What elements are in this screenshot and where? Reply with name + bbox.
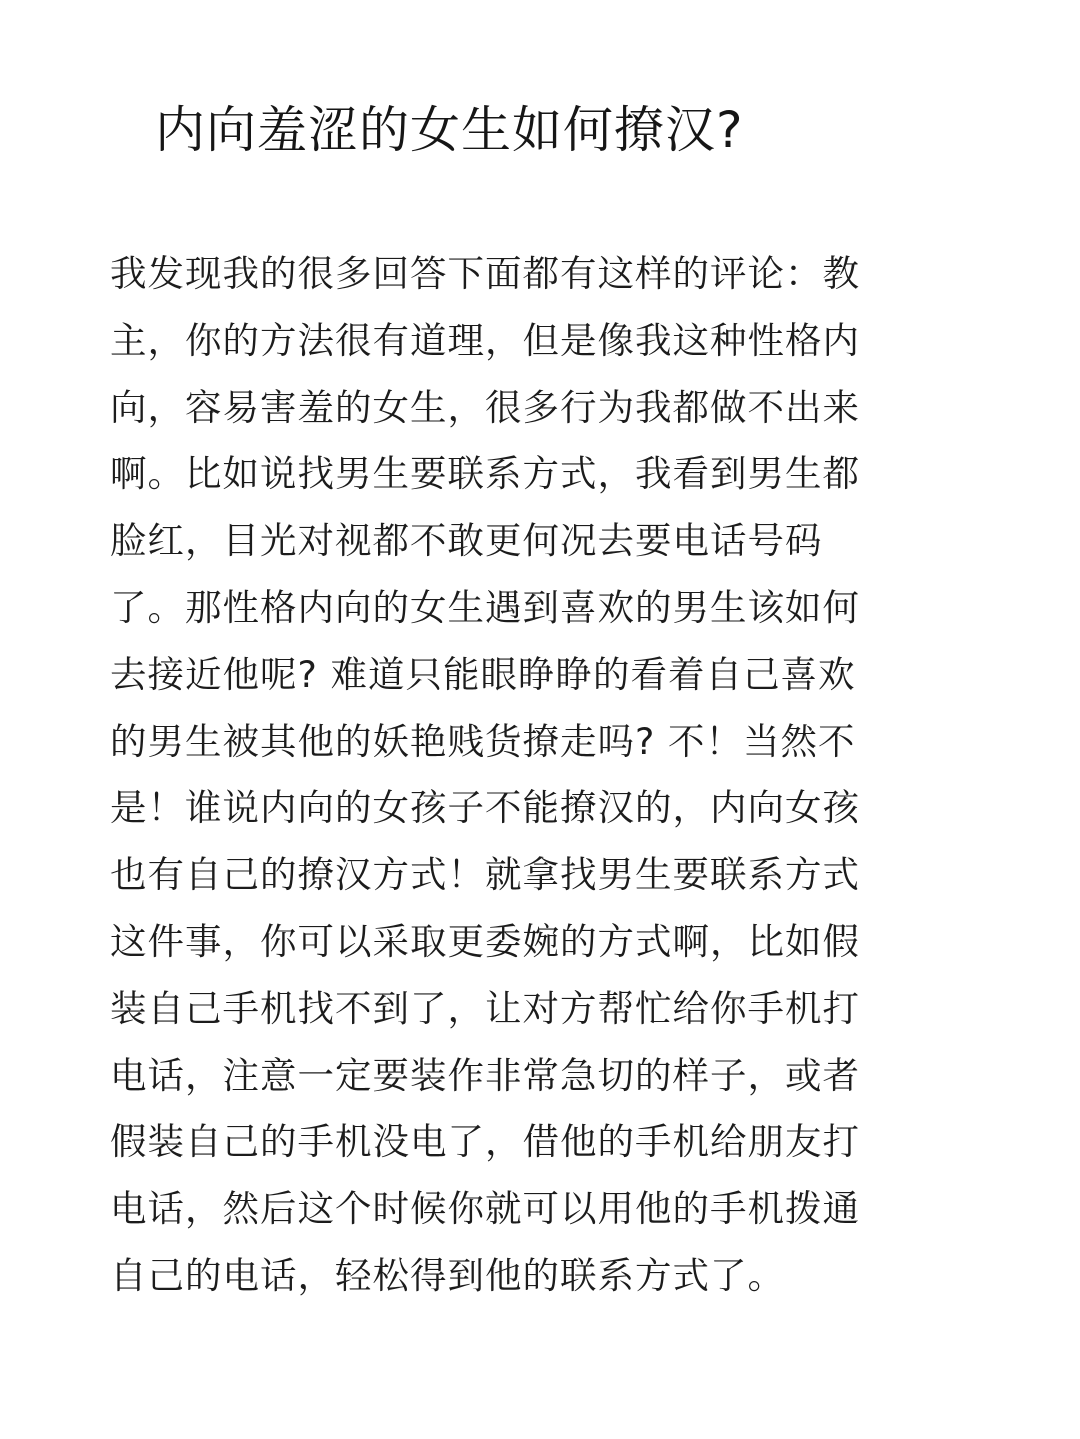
body-line: 主，你的方法很有道理，但是像我这种性格内 [110, 318, 860, 362]
body-line: 电话，然后这个时候你就可以用他的手机拨通 [110, 1187, 860, 1231]
body-line: 也有自己的撩汉方式！就拿找男生要联系方式 [110, 853, 860, 897]
body-line: 脸红，目光对视都不敢更何况去要电话号码 [110, 519, 823, 563]
body-line: 装自己手机找不到了，让对方帮忙给你手机打 [110, 986, 860, 1030]
body-line: 了。那性格内向的女生遇到喜欢的男生该如何 [110, 585, 860, 629]
body-line: 电话，注意一定要装作非常急切的样子，或者 [110, 1053, 860, 1097]
body-line: 这件事，你可以采取更委婉的方式啊，比如假 [110, 919, 860, 963]
body-line: 是！谁说内向的女孩子不能撩汉的，内向女孩 [110, 786, 860, 830]
body-line: 啊。比如说找男生要联系方式，我看到男生都 [110, 452, 860, 496]
article-title: 内向羞涩的女生如何撩汉? [155, 101, 744, 159]
body-line: 向，容易害羞的女生，很多行为我都做不出来 [110, 385, 860, 429]
body-line: 的男生被其他的妖艳贱货撩走吗? 不！当然不 [110, 719, 856, 763]
body-line: 我发现我的很多回答下面都有这样的评论：教 [110, 252, 860, 295]
body-line: 去接近他呢? 难道只能眼睁睁的看着自己喜欢 [110, 652, 856, 696]
article-body [110, 241, 940, 1310]
body-line: 假装自己的手机没电了，借他的手机给朋友打 [110, 1120, 860, 1164]
body-line: 自己的电话，轻松得到他的联系方式了。 [110, 1253, 785, 1297]
